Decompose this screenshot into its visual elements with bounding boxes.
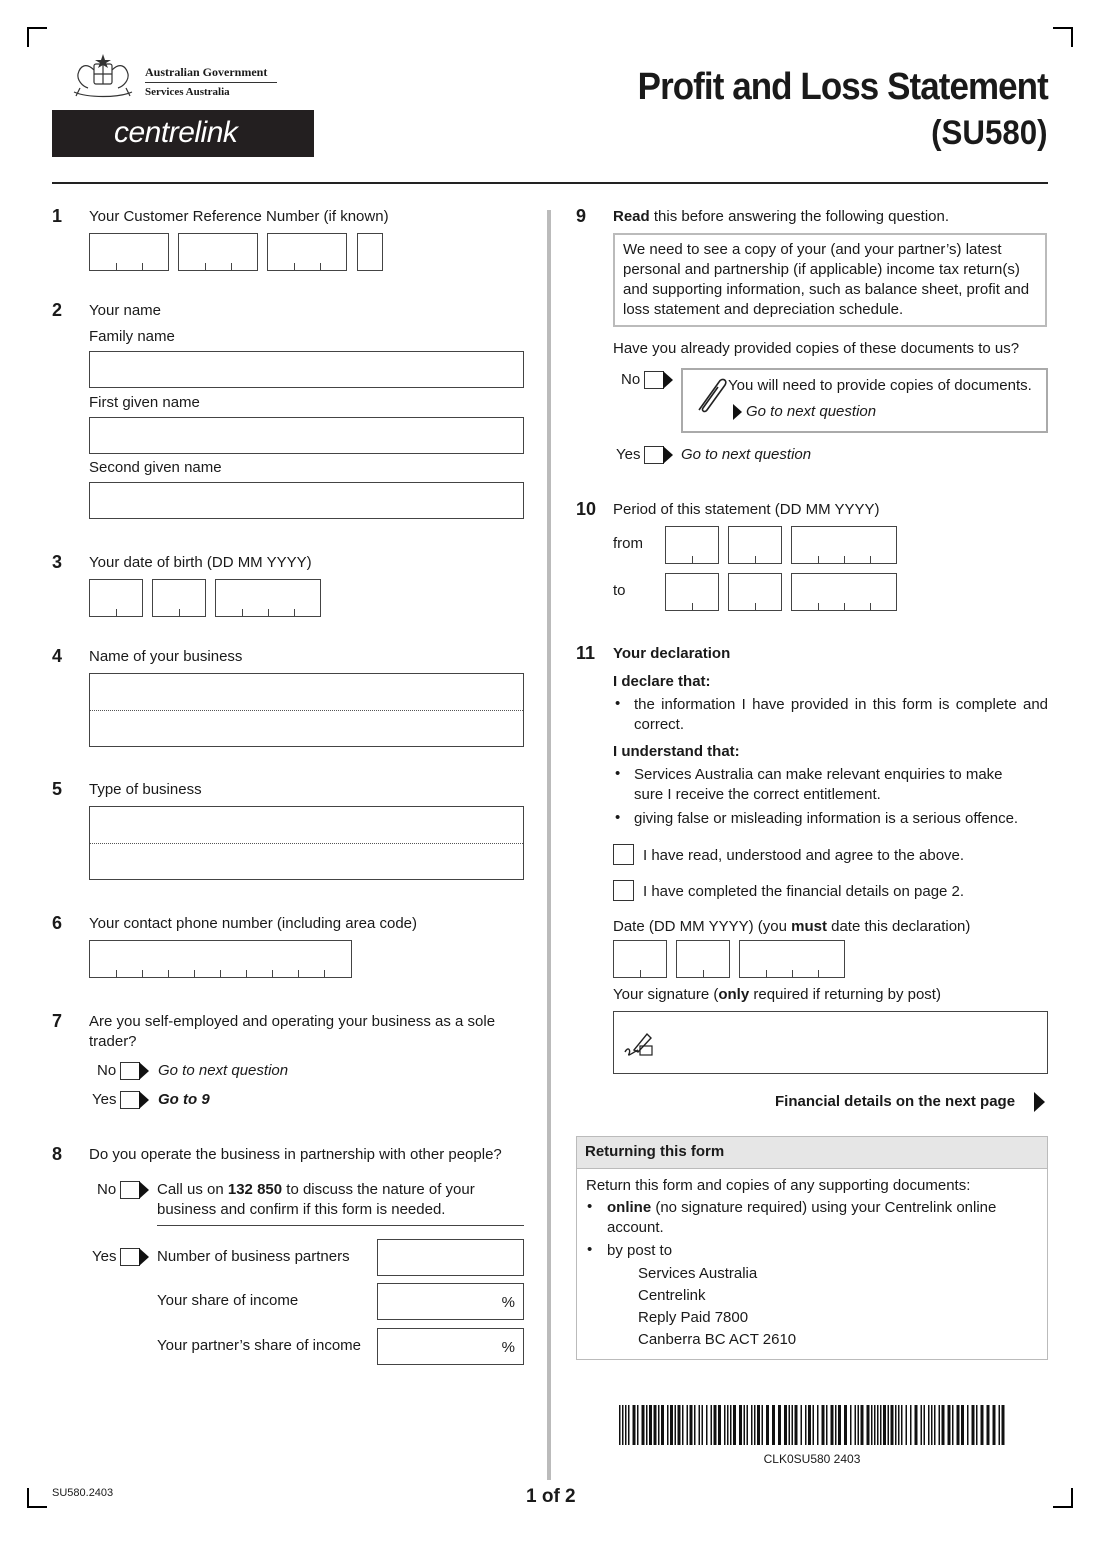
- agree-checkbox[interactable]: [613, 844, 634, 865]
- signature-field[interactable]: [613, 1011, 1048, 1074]
- read-word: Read: [613, 208, 650, 225]
- option-action: Go to next question: [158, 1062, 289, 1079]
- centrelink-wordmark: centrelink: [114, 116, 238, 149]
- returning-title: Returning this form: [585, 1143, 725, 1160]
- percent-sign: %: [501, 1294, 515, 1311]
- declare-heading: I declare that:: [613, 673, 711, 690]
- signature-pen-icon: [622, 1030, 654, 1058]
- question-number: 9: [576, 206, 587, 226]
- barcode: [619, 1405, 1005, 1445]
- sig-only: only: [718, 986, 750, 1003]
- barcode-text: CLK0SU580 2403: [763, 1452, 861, 1466]
- q9-no-checkbox[interactable]: [644, 371, 673, 389]
- financial-details-checkbox[interactable]: [613, 880, 634, 901]
- call-text-post: to discuss the nature of your business and confirm if this form is needed.: [157, 1181, 475, 1218]
- address-line: Services Australia: [638, 1265, 758, 1282]
- q8-rule: [157, 1225, 524, 1226]
- address-line: Centrelink: [638, 1287, 706, 1304]
- bullet: •: [615, 809, 621, 826]
- coat-of-arms-icon: [68, 52, 138, 100]
- to-label: to: [613, 582, 626, 599]
- question-label: Type of business: [89, 781, 202, 798]
- crop-mark-bottom-left-h: [27, 1506, 47, 1508]
- column-divider: [547, 210, 551, 1480]
- bullet: •: [615, 695, 621, 712]
- question-label: Your name: [89, 302, 161, 319]
- next-page-link[interactable]: Financial details on the next page: [775, 1093, 1016, 1110]
- income-share-field[interactable]: [377, 1283, 524, 1320]
- notice-box: [613, 233, 1047, 327]
- question-label: Are you self-employed and operating your business as a sole trader?: [89, 1013, 496, 1050]
- business-name-field[interactable]: [89, 673, 524, 747]
- option-action: [157, 1180, 517, 1220]
- date-post: date this declaration): [826, 918, 971, 935]
- question-number: 6: [52, 913, 63, 933]
- option-label: No: [97, 1062, 117, 1079]
- option-label: Yes: [92, 1091, 117, 1108]
- gov-divider: [145, 82, 277, 83]
- question-number: 11: [576, 643, 596, 663]
- question-label: Your contact phone number (including area code): [89, 915, 417, 932]
- date-label: [613, 917, 970, 937]
- question-label: Your Customer Reference Number (if known): [89, 208, 389, 225]
- agency-name: Services Australia: [145, 86, 230, 98]
- returning-panel-header: [577, 1137, 1047, 1169]
- q7-yes-checkbox[interactable]: [120, 1091, 149, 1109]
- arrow-right-icon: [1034, 1092, 1045, 1112]
- q9-yes-checkbox[interactable]: [644, 446, 673, 464]
- declare-item: the information I have provided in this form is complete and correct.: [634, 696, 1048, 733]
- returning-intro: Return this form and copies of any supporting documents:: [586, 1177, 971, 1194]
- question-label: Your declaration: [613, 645, 731, 662]
- understand-item: giving false or misleading information is a serious offence.: [634, 810, 1019, 827]
- field-label: Your partner’s share of income: [157, 1337, 362, 1354]
- partners-count-field[interactable]: [377, 1239, 524, 1276]
- q7-no-checkbox[interactable]: [120, 1062, 149, 1080]
- sig-pre: Your signature (: [613, 986, 719, 1003]
- percent-sign: %: [501, 1339, 515, 1356]
- question-label: Do you operate the business in partnership with other people?: [89, 1146, 502, 1163]
- online-item: [607, 1198, 1027, 1238]
- crop-mark-top-left-h: [27, 27, 47, 29]
- crop-mark-top-left-v: [27, 27, 29, 47]
- page-number: 1 of 2: [526, 1486, 576, 1507]
- option-label: No: [97, 1181, 117, 1198]
- question-number: 7: [52, 1011, 63, 1031]
- crop-mark-top-right-h: [1053, 27, 1073, 29]
- phone-number: 132 850: [227, 1181, 283, 1198]
- sig-post: required if returning by post): [749, 986, 941, 1003]
- form-code-title: (SU580): [931, 114, 1048, 152]
- question-number: 8: [52, 1144, 63, 1164]
- crop-mark-bottom-right-h: [1053, 1506, 1073, 1508]
- gov-name: Australian Government: [145, 65, 268, 79]
- centrelink-logo: [52, 110, 314, 157]
- online-word: online: [607, 1199, 652, 1216]
- question-number: 1: [52, 206, 63, 226]
- arrow-right-icon: [733, 404, 742, 420]
- note-action: Go to next question: [746, 403, 877, 420]
- option-label: No: [621, 371, 641, 388]
- question-label: Your date of birth (DD MM YYYY): [89, 554, 312, 571]
- crop-mark-top-right-v: [1071, 27, 1073, 47]
- phone-input[interactable]: [89, 940, 352, 978]
- field-label: Family name: [89, 328, 175, 345]
- business-type-field[interactable]: [89, 806, 524, 880]
- family-name-field[interactable]: [89, 351, 524, 388]
- first-name-field[interactable]: [89, 417, 524, 454]
- q8-yes-checkbox[interactable]: [120, 1248, 149, 1266]
- field-label: Second given name: [89, 459, 222, 476]
- bullet: •: [587, 1241, 593, 1258]
- question-number: 2: [52, 300, 63, 320]
- second-name-field[interactable]: [89, 482, 524, 519]
- question-number: 10: [576, 499, 597, 519]
- form-version: SU580.2403: [52, 1487, 114, 1499]
- understand-item: Services Australia can make relevant enquiries to make sure I receive the correct entitlement.: [634, 766, 1003, 803]
- paperclip-icon: [691, 374, 729, 418]
- page-title: Profit and Loss Statement: [637, 66, 1048, 108]
- question-text: Have you already provided copies of these documents to us?: [613, 340, 1020, 357]
- understand-heading: I understand that:: [613, 743, 740, 760]
- note-text: You will need to provide copies of documents.: [728, 377, 1032, 394]
- notice-text: We need to see a copy of your (and your partner’s) latest personal and partnership (if applicable) income tax return(s) and supporting information, such as balance sheet, profit and loss statement and depreciation schedule.: [623, 241, 1030, 318]
- from-label: from: [613, 535, 643, 552]
- option-action: Go to next question: [681, 446, 812, 463]
- bullet: •: [615, 765, 621, 782]
- question-label: Period of this statement (DD MM YYYY): [613, 501, 880, 518]
- crop-mark-bottom-right-v: [1071, 1488, 1073, 1508]
- option-label: Yes: [92, 1248, 117, 1265]
- header-rule: [52, 182, 1048, 184]
- q8-no-checkbox[interactable]: [120, 1181, 149, 1199]
- question-number: 5: [52, 779, 63, 799]
- crop-mark-bottom-left-v: [27, 1488, 29, 1508]
- call-text: Call us on: [157, 1181, 228, 1198]
- question-number: 4: [52, 646, 63, 666]
- post-item: by post to: [607, 1242, 673, 1259]
- partner-income-share-field[interactable]: [377, 1328, 524, 1365]
- online-text: (no signature required) using your Centrelink online account.: [607, 1199, 997, 1236]
- checkbox-label: I have completed the financial details on page 2.: [643, 883, 965, 900]
- option-action: Go to 9: [158, 1091, 210, 1108]
- address-line: Canberra BC ACT 2610: [638, 1331, 797, 1348]
- field-label: Your share of income: [157, 1292, 299, 1309]
- date-must: must: [791, 918, 827, 935]
- signature-label: [613, 985, 941, 1005]
- question-label: [613, 207, 949, 227]
- date-pre: Date (DD MM YYYY) (you: [613, 918, 792, 935]
- address-line: Reply Paid 7800: [638, 1309, 749, 1326]
- field-label: Number of business partners: [157, 1248, 350, 1265]
- field-label: First given name: [89, 394, 200, 411]
- checkbox-label: I have read, understood and agree to the above.: [643, 847, 965, 864]
- read-intro: this before answering the following question.: [649, 208, 950, 225]
- question-label: Name of your business: [89, 648, 243, 665]
- bullet: •: [587, 1198, 593, 1215]
- question-number: 3: [52, 552, 63, 572]
- option-label: Yes: [616, 446, 641, 463]
